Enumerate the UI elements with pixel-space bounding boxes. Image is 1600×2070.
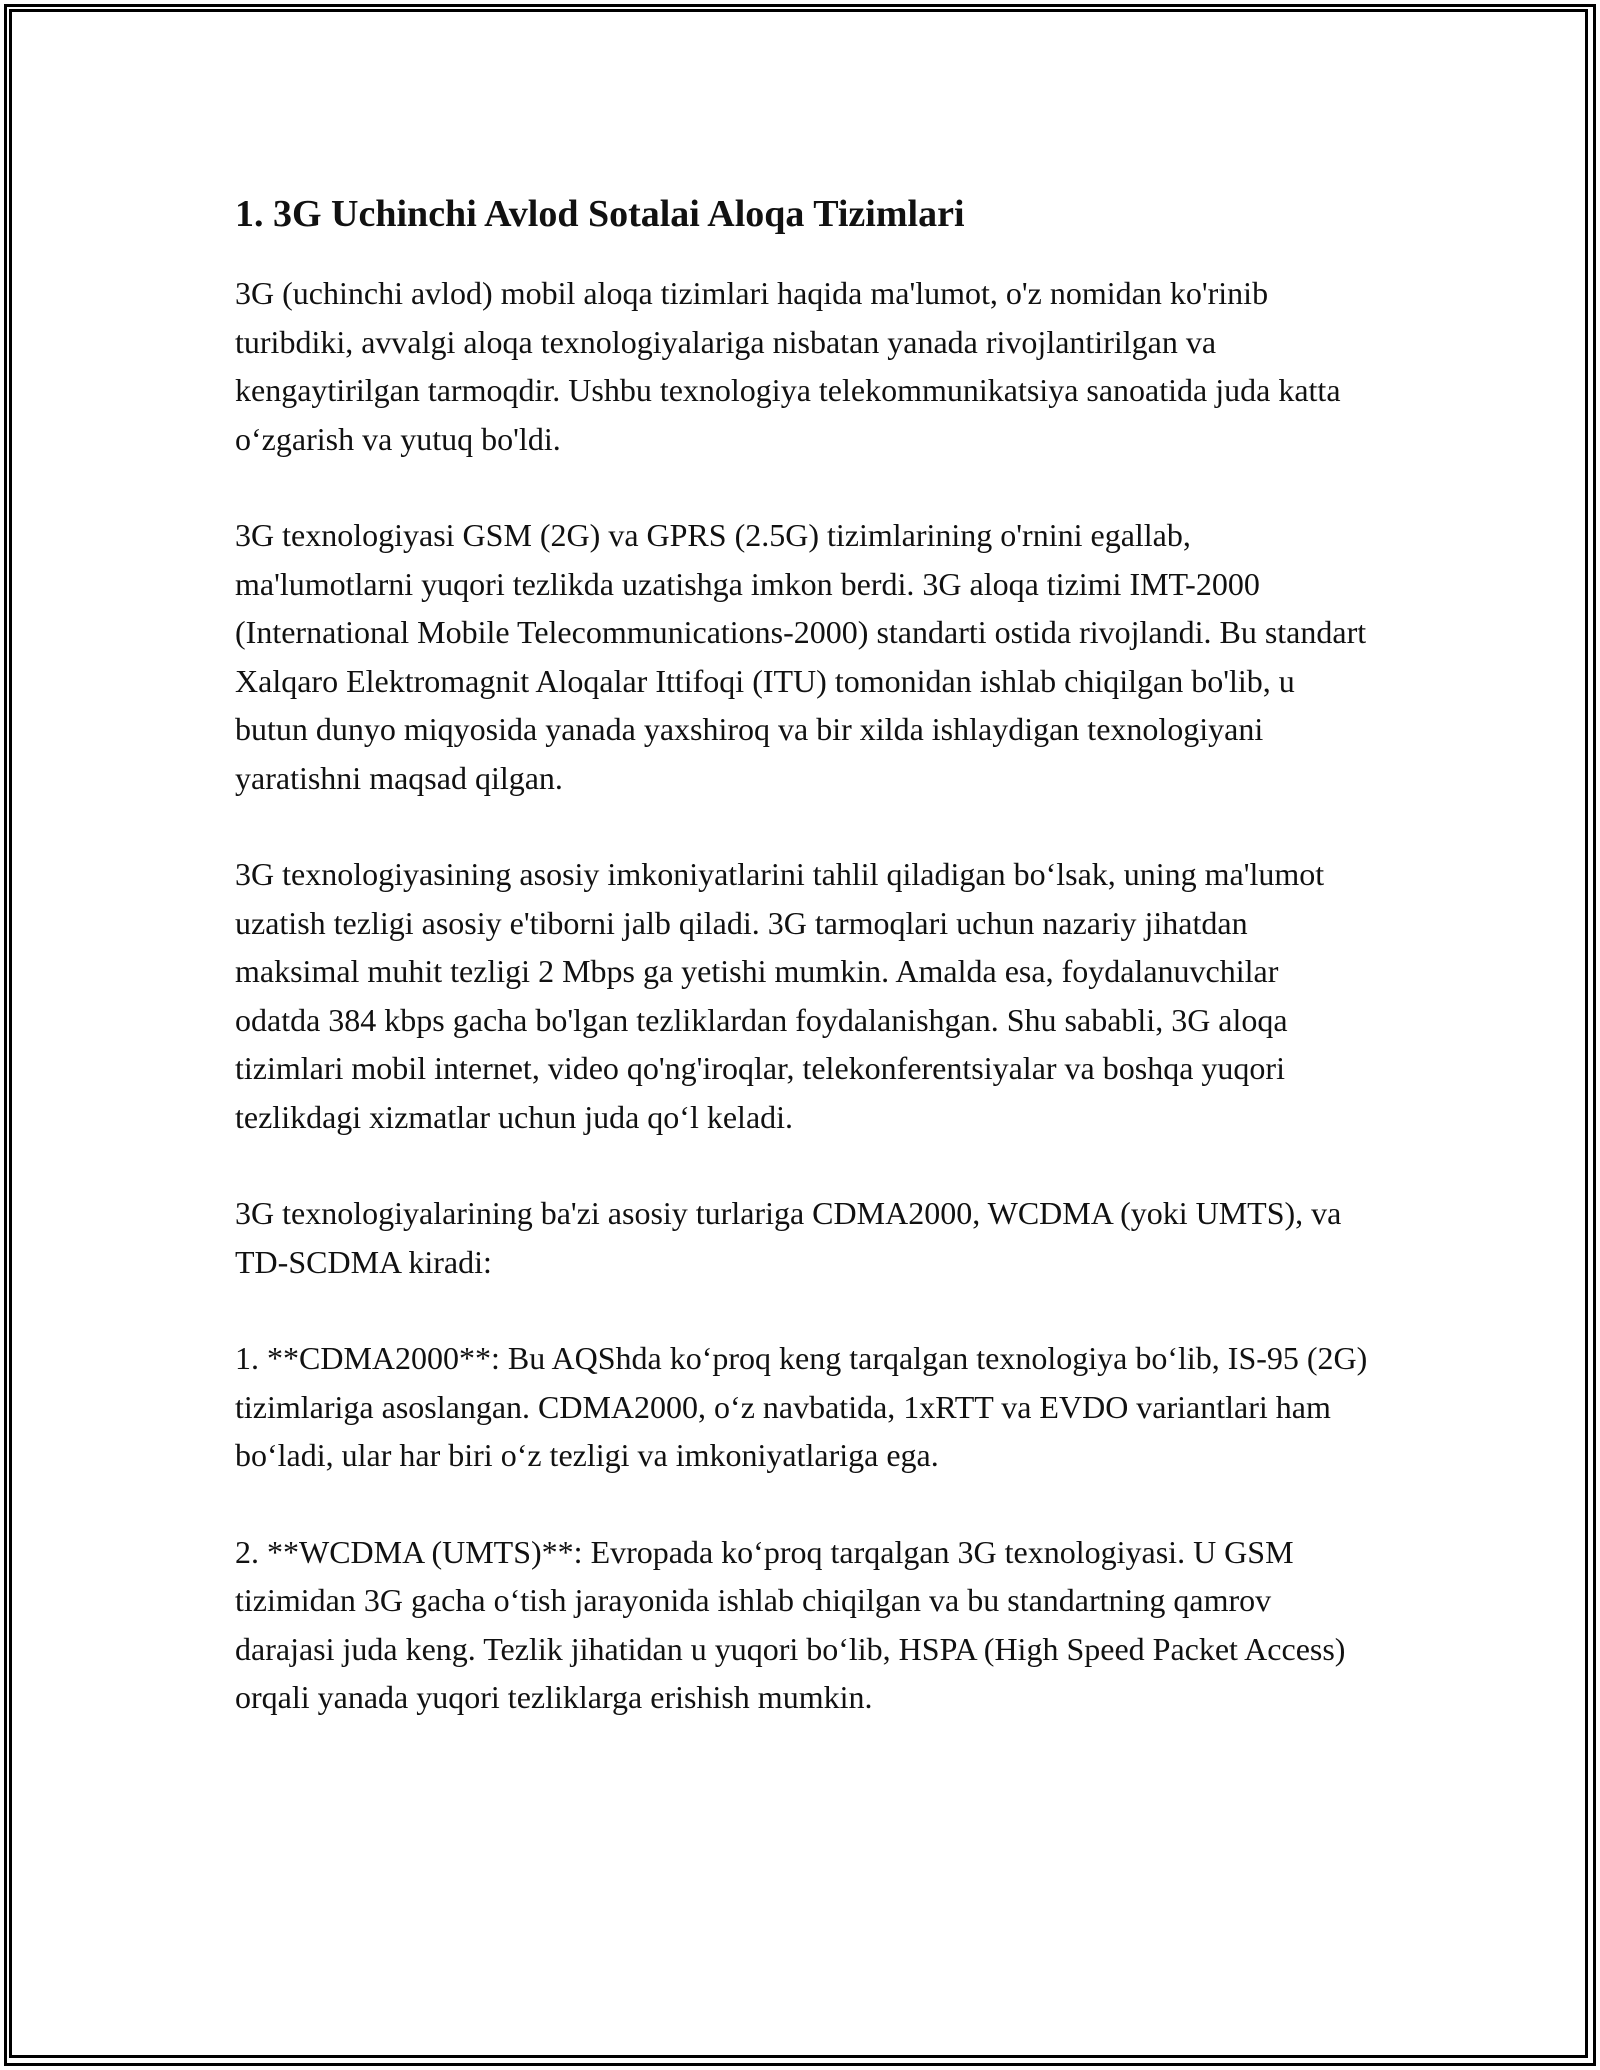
paragraph-imt2000: 3G texnologiyasi GSM (2G) va GPRS (2.5G) tizimlarining o'rnini egallab, ma'lumotlarni yuqori tezlikda uzatishga imkon berdi. 3G aloqa tizimi IMT-2000 (International Mobile Telecommunications-2000) standarti ostida rivojlandi. Bu standart Xalqaro Elektromagnit Aloqalar Ittifoqi (ITU) tomonidan ishlab chiqilgan bo'lib, u butun dunyo miqyosida yanada yaxshiroq va bir xilda ishlaydigan texnologiyani yaratishni maqsad qilgan. — [235, 517, 1367, 796]
paragraph-capabilities: 3G texnologiyasining asosiy imkoniyatlarini tahlil qiladigan bo‘lsak, uning ma'lumot uzatish tezligi asosiy e'tiborni jalb qiladi. 3G tarmoqlari uchun nazariy jihatdan maksimal muhit tezligi 2 Mbps ga yetishi mumkin. Amalda esa, foydalanuvchilar odatda 384 kbps gacha bo'lgan tezliklardan foydalanishgan. Shu sababli, 3G aloqa tizimlari mobil internet, video qo'ng'iroqlar, telekonferentsiyalar va boshqa yuqori tezlikdagi xizmatlar uchun juda qo‘l keladi. — [235, 856, 1325, 1135]
paragraph-wcdma: 2. **WCDMA (UMTS)**: Evropada ko‘proq tarqalgan 3G texnologiyasi. U GSM tizimidan 3G gacha o‘tish jarayonida ishlab chiqilgan va bu standartning qamrov darajasi juda keng. Tezlik jihatidan u yuqori bo‘lib, HSPA (High Speed Packet Access) orqali yanada yuqori tezliklarga erishish mumkin. — [235, 1533, 1346, 1715]
document-body — [235, 185, 1370, 1770]
paragraph-cdma2000: 1. **CDMA2000**: Bu AQShda ko‘proq keng tarqalgan texnologiya bo‘lib, IS-95 (2G) tizimlariga asoslangan. CDMA2000, o‘z navbatida, 1xRTT va EVDO variantlari ham bo‘ladi, ular har biri o‘z tezligi va imkoniyatlariga ega. — [235, 1340, 1368, 1473]
document-title: 1. 3G Uchinchi Avlod Sotalai Aloqa Tizimlari — [235, 193, 965, 235]
paragraph-intro: 3G (uchinchi avlod) mobil aloqa tizimlari haqida ma'lumot, o'z nomidan ko'rinib turibdiki, avvalgi aloqa texnologiyalariga nisbatan yanada rivojlantirilgan va kengaytirilgan tarmoqdir. Ushbu texnologiya telekommunikatsiya sanoatida juda katta o‘zgarish va yutuq bo'ldi. — [235, 275, 1341, 457]
paragraph-types: 3G texnologiyalarining ba'zi asosiy turlariga CDMA2000, WCDMA (yoki UMTS), va TD-SCDMA kiradi: — [235, 1195, 1342, 1280]
